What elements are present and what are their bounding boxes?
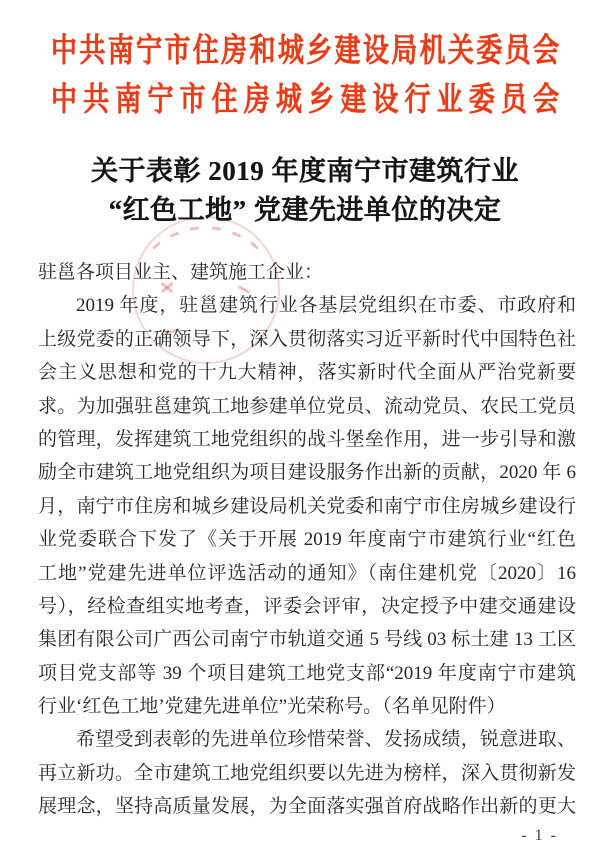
seal-arc-mark [250, 241, 259, 249]
body-line: 会主义思想和党的十九大精神，落实新时代全面从严治党新要 [38, 362, 576, 384]
body-line: 的管理，发挥建筑工地党组织的战斗堡垒作用，进一步引导和激 [38, 428, 576, 450]
body-line: 上级党委的正确领导下，深入贯彻落实习近平新时代中国特色社 [38, 328, 576, 350]
body-line: 月，南宁市住房和城乡建设局机关党委和南宁市住房城乡建设行 [38, 495, 576, 517]
body-line: 集团有限公司广西公司南宁市轨道交通 5 号线 03 标土建 13 工区 [38, 629, 576, 651]
body-line: 求。为加强驻邕建筑工地参建单位党员、流动党员、农民工党员 [38, 395, 576, 417]
page-number: - 1 - [521, 826, 558, 844]
body-line: 工地”党建先进单位评选活动的通知》（南住建机党〔2020〕16 [38, 562, 576, 584]
title-line-2: “红色工地” 党建先进单位的决定 [108, 195, 502, 225]
document-title [0, 152, 610, 230]
seal-arc-mark [170, 231, 179, 237]
body-line: 项目党支部等 39 个项目建筑工地党支部“2019 年度南宁市建筑 [38, 662, 576, 684]
body-line: 再立新功。全市建筑工地党组织要以先进为榜样，深入贯彻新发 [38, 762, 576, 784]
body-line: 行业‘红色工地’党建先进单位”光荣称号。（名单见附件） [38, 696, 506, 718]
seal-arc-mark [152, 241, 161, 249]
header-line-2: 中共南宁市住房城乡建设行业委员会 [51, 81, 559, 118]
title-line-1: 关于表彰 2019 年度南宁市建筑行业 [91, 156, 519, 186]
body-line: 希望受到表彰的先进单位珍惜荣誉、发扬成绩，锐意进取、 [76, 729, 576, 751]
document-body [38, 256, 576, 824]
issuing-authority-header [51, 26, 559, 124]
body-line: 号），经检查组实地考查，评委会评审，决定授予中建交通建设 [38, 595, 576, 617]
header-line-1: 中共南宁市住房和城乡建设局机关委员会 [51, 32, 559, 69]
seal-arc-mark [232, 231, 241, 237]
body-line: 励全市建筑工地党组织为项目建设服务作出新的贡献，2020 年 6 [38, 462, 576, 484]
body-line: 2019 年度，驻邕建筑行业各基层党组织在市委、市政府和 [76, 295, 576, 317]
body-line: 驻邕各项目业主、建筑施工企业： [38, 262, 324, 283]
body-line: 展理念，坚持高质量发展，为全面落实强首府战略作出新的更大 [38, 796, 576, 818]
body-line: 业党委联合下发了《关于开展 2019 年度南宁市建筑行业“红色 [38, 529, 576, 551]
